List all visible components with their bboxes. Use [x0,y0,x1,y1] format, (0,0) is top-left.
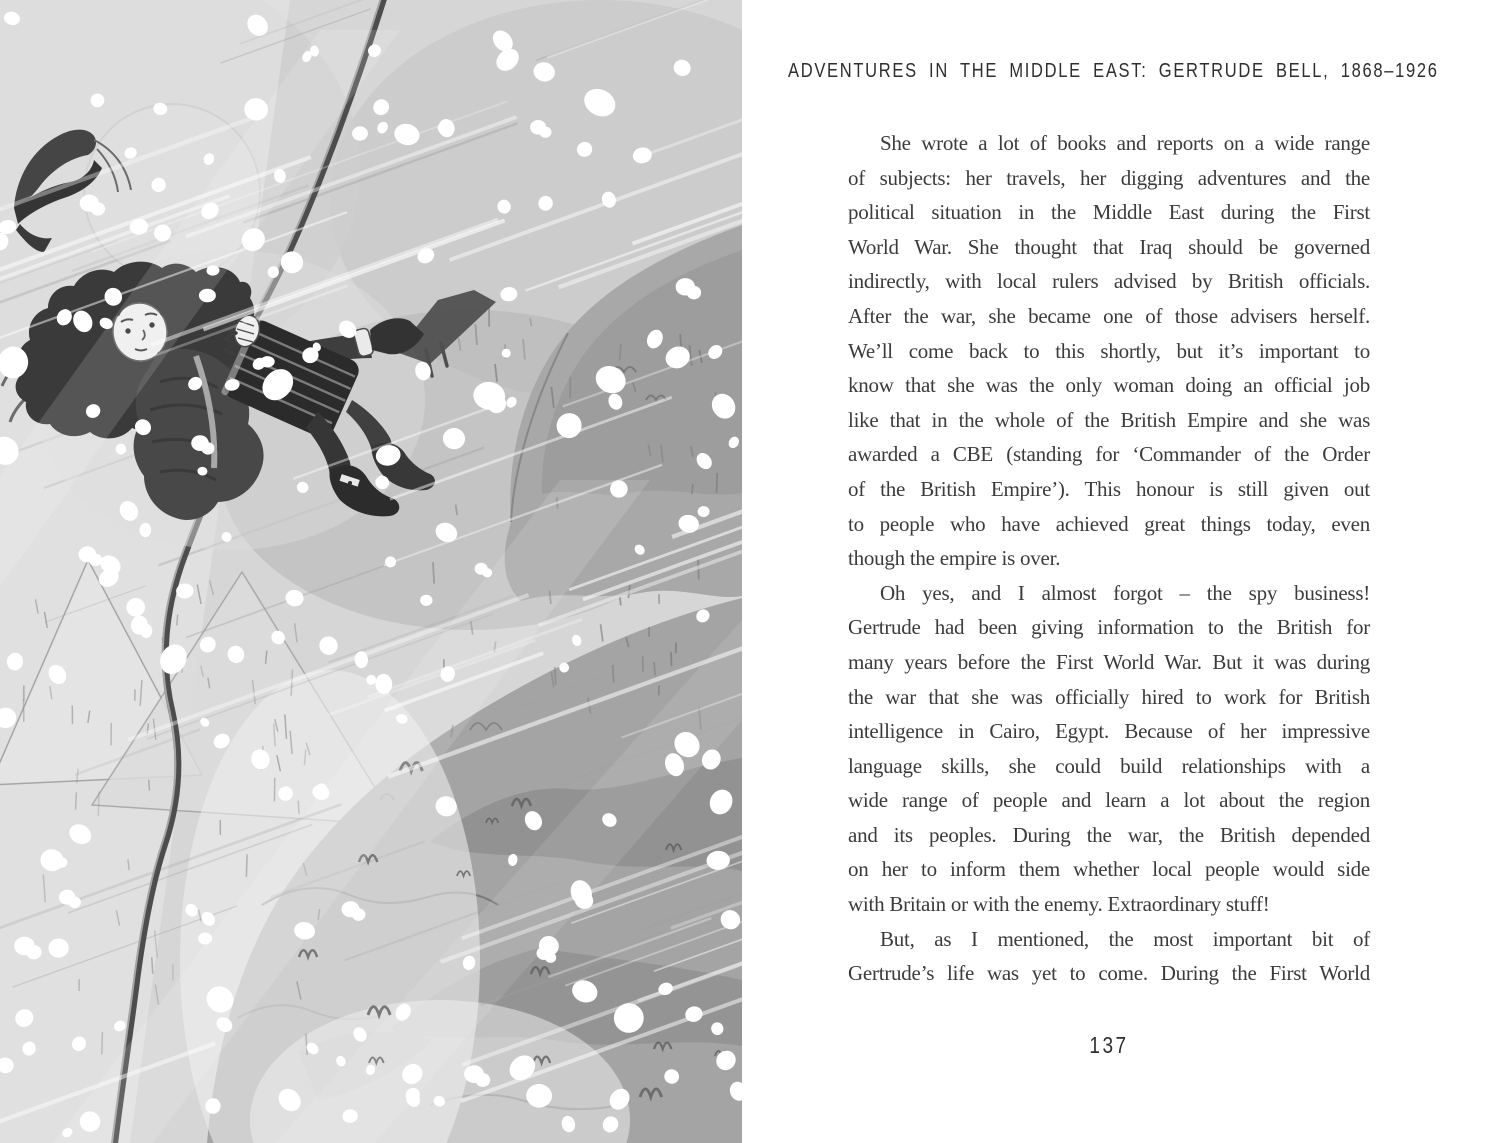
text-line: Gertrude had been giving information to the British for [848,615,1370,640]
text-line: with Britain or with the enemy. Extraordinary stuff! [848,892,1270,917]
text-line: the war that she was officially hired to work for British [848,684,1370,709]
text-page [788,0,1439,1143]
text-line: wide range of people and learn a lot about the region [848,788,1370,813]
text-line: though the empire is over. [848,546,1061,571]
page-number: 137 [1089,1033,1129,1059]
text-line: political situation in the Middle East during the First [848,200,1370,225]
paragraph [848,922,1370,991]
running-head: ADVENTURES IN THE MIDDLE EAST: GERTRUDE BELL, 1868–1926 [788,59,1439,82]
text-line: World War. She thought that Iraq should be governed [848,234,1370,259]
paragraph [848,126,1370,576]
text-line: But, as I mentioned, the most important bit of [880,926,1370,951]
illustration-page [0,0,742,1143]
text-line: like that in the whole of the British Empire and she was [848,407,1370,432]
text-line: to people who have achieved great things today, even [848,511,1370,536]
text-line: indirectly, with local rulers advised by British officials. [848,269,1370,294]
text-line: We’ll come back to this shortly, but it’s important to [848,338,1370,363]
text-line: of the British Empire’). This honour is still given out [848,476,1370,501]
text-line: many years before the First World War. But it was during [848,649,1370,674]
text-line: Oh yes, and I almost forgot – the spy business! [880,580,1370,605]
text-line: Gertrude’s life was yet to come. During the First World [848,961,1370,986]
text-line: awarded a CBE (standing for ‘Commander of the Order [848,442,1370,467]
text-line: intelligence in Cairo, Egypt. Because of her impressive [848,719,1370,744]
snowstorm-climber-illustration [0,0,742,1143]
text-line: know that she was the only woman doing an official job [848,373,1370,398]
body-text [848,126,1370,991]
paragraph [848,576,1370,922]
text-line: After the war, she became one of those advisers herself. [848,303,1370,328]
text-line: of subjects: her travels, her digging adventures and the [848,165,1370,190]
text-line: and its peoples. During the war, the British depended [848,822,1370,847]
text-line: language skills, she could build relationships with a [848,753,1370,778]
text-line: on her to inform them whether local people would side [848,857,1370,882]
text-line: She wrote a lot of books and reports on a wide range [880,131,1370,155]
